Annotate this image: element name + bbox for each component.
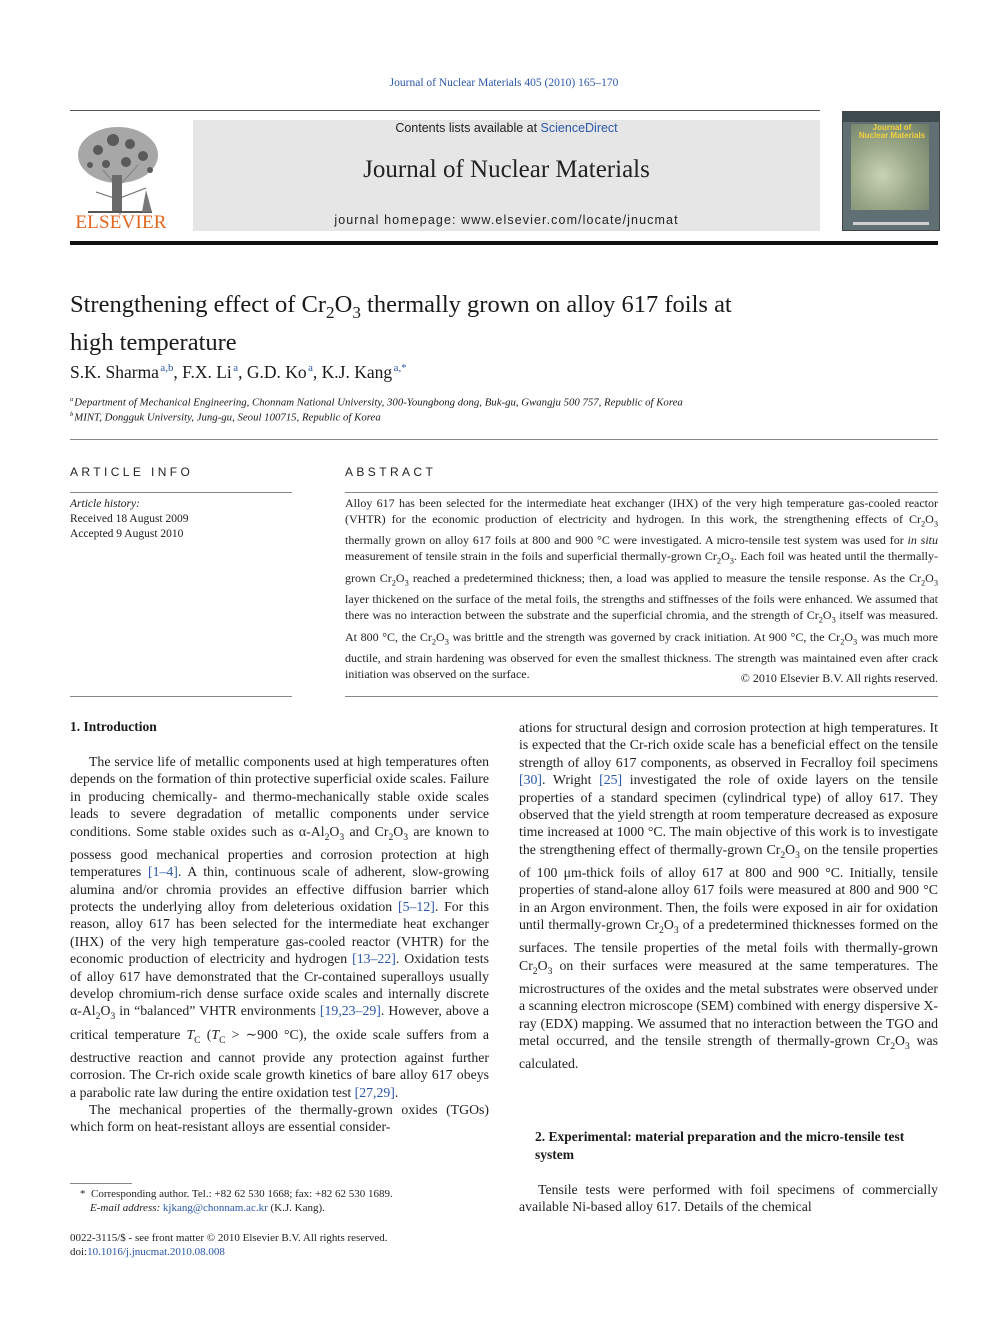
- article-history: [70, 497, 292, 542]
- journal-reference[interactable]: Journal of Nuclear Materials 405 (2010) 165–170: [389, 77, 619, 89]
- abstract-rule: [345, 492, 938, 493]
- affiliation-mark: a: [70, 396, 74, 403]
- affiliation-text: Department of Mechanical Engineering, Chonnam National University, 300-Youngbong dong, Buk-gu, Gwangju 500 757, Republic of Korea: [74, 396, 683, 409]
- email-suffix: (K.J. Kang).: [267, 1202, 325, 1214]
- abstract-bottom-rule: [345, 696, 938, 697]
- asterisk-mark: *: [80, 1188, 86, 1200]
- introduction-body-left: The service life of metallic components used at high temperatures often depends on the formation of thin protective superficial oxide scales. Failure in producing chemically- and thermo-mechanically stable oxide scales leads to severe degradation of metallic components under service conditions. Some stable oxides such as $\alpha-Al_2O_3$ and $Cr_2O_3$ are known to possess good mechanical properties and corrosion protection at high temperatures [1–4]. A thin, continuous scale of adherent, slow-growing alumina and/or chromia provides an effective diffusion barrier which protects the underlying alloy from deleterious oxidation [5–12]. For this reason, alloy 617 has been selected for the intermediate heat exchanger (IHX) of the very high temperature gas-cooled reactor (VHTR) for the economic production of electricity and hydrogen [13–22]. Oxidation tests of alloy 617 have demonstrated that the Cr-contained superalloys usually develop chromium-rich dense surface oxide scales and internally discrete $\alpha-Al_2O_3$ in “balanced” VHTR environments [19,23–29]. However, above a critical temperature $T_C$ ($T_C$ > ∼900 °C), the oxide scale suffers from a destructive reaction and cannot provide any protection against further corrosion. The Cr-rich oxide scale growth kinetics of bare alloy 617 obeys a parabolic rate law during the entire oxidation test [27,29]. The mechanical properties of the thermally-grown oxides (TGOs) which form on heat-resistant alloys are essential consider-: [70, 754, 490, 1135]
- corresponding-author-note: [70, 1187, 489, 1201]
- article-info-bottom-rule: [70, 696, 292, 697]
- title-text: thermally grown on alloy 617 foils at: [360, 291, 732, 318]
- journal-name: Journal of Nuclear Materials: [363, 156, 650, 183]
- copyright-notice: © 2010 Elsevier B.V. All rights reserved.: [740, 671, 938, 685]
- received-date: Received 18 August 2009: [70, 513, 189, 525]
- abstract-heading: ABSTRACT: [345, 465, 437, 479]
- footnote-rule: [70, 1183, 132, 1184]
- contents-line: [193, 121, 820, 135]
- author-name: G.D. Ko: [246, 362, 307, 382]
- email-note: [70, 1201, 489, 1215]
- footnotes: [70, 1187, 489, 1259]
- author-name: K.J. Kang: [321, 362, 393, 382]
- issn-line: 0022-3115/$ - see front matter © 2010 Elsevier B.V. All rights reserved.: [70, 1232, 388, 1244]
- doi-link[interactable]: 10.1016/j.jnucmat.2010.08.008: [87, 1246, 225, 1258]
- abstract-body: Alloy 617 has been selected for the intermediate heat exchanger (IHX) of the very high temperature gas-cooled reactor (VHTR) for the economic production of electricity and hydrogen. In this work, the strengthening effects of $Cr_2O_3$ thermally grown on alloy 617 foils at 800 and 900 °C were investigated. A micro-tensile test system was used for in situ measurement of tensile strain in the foils and superficial thermally-grown $Cr_2O_3$. Each foil was heated until the thermally-grown $Cr_2O_3$ reached a predetermined thickness; then, a load was applied to measure the tensile response. As the $Cr_2O_3$ layer thickened on the surface of the metal foils, the strengths and stiffnesses of the foils were enhanced. We assumed that there was no interaction between the substrate and the superficial chromia, and the strength of $Cr_2O_3$ itself was measured. At 800 °C, the $Cr_2O_3$ was brittle and the strength was governed by crack initiation. At 900 °C, the $Cr_2O_3$ was much more ductile, and strain hardening was observed for even the smallest thickness. The strength was maintained even after crack initiation was observed on the surface.: [345, 496, 938, 681]
- introduction-heading: 1. Introduction: [70, 719, 157, 734]
- article-info-heading: ARTICLE INFO: [70, 465, 194, 479]
- title-line-2: high temperature: [70, 328, 237, 356]
- header-bottom-rule: [70, 241, 938, 245]
- title-subscript: 2: [326, 302, 335, 322]
- title-text: O: [334, 291, 353, 318]
- experimental-heading: 2. Experimental: material preparation and the micro-tensile test system: [535, 1129, 905, 1162]
- header-top-rule: [70, 110, 820, 111]
- introduction-body-right: ations for structural design and corrosion protection at high temperatures. It is expected that the Cr-rich oxide scale has a beneficial effect on the tensile strength of alloy 617 components, as observed in Fecralloy foil specimens [30]. Wright [25] investigated the role of oxide layers on the tensile properties of a standard specimen (cylindrical type) of alloy 617. They observed that the yield strength at room temperature decreased as exposure time increased at 1000 °C. The main objective of this work is to investigate the strengthening effect of thermally-grown $Cr_2O_3$ on the tensile properties of 100 μm-thick foils of alloy 617 at 800 and 900 °C. Initially, tensile properties of stand-alone alloy 617 foils were measured at 800 and 900 °C in an Argon environment. Then, the foils were exposed in air for oxidation until thermally-grown $Cr_2O_3$ of a predetermined thicknesses formed on the surfaces. The tensile properties of the metal foils with thermally-grown $Cr_2O_3$ on their surfaces were measured at the same temperatures. The microstructures of the oxides and the metal substrates were observed under a scanning electron microscope (SEM) combined with energy dispersive X-ray (EDX) mapping. We assumed that no interaction between the TGO and metal occurred, and the tensile strength of thermally-grown $Cr_2O_3$ was calculated.: [519, 720, 939, 1072]
- affiliation-text: MINT, Dongguk University, Jung-gu, Seoul 100715, Republic of Korea: [74, 411, 381, 424]
- author-affiliation-mark[interactable]: a,b: [160, 362, 174, 375]
- cover-band: [843, 112, 939, 122]
- title-text: Strengthening effect of Cr: [70, 291, 327, 318]
- author-affiliation-mark[interactable]: a: [308, 362, 313, 375]
- author-name: F.X. Li: [182, 362, 232, 382]
- email-link[interactable]: kjkang@chonnam.ac.kr: [162, 1202, 268, 1214]
- article-info-rule: [70, 492, 292, 493]
- accepted-date: Accepted 9 August 2010: [70, 528, 184, 540]
- sciencedirect-link[interactable]: ScienceDirect: [540, 121, 618, 135]
- author-list: S.K. Sharma $^{a,b}$, F.X. Li $^a$, G.D. Ko $^a$, K.J. Kang $^{a,*}$: [70, 362, 407, 382]
- title-line-1: [70, 290, 870, 328]
- email-label: E-mail address:: [90, 1202, 161, 1214]
- experimental-body: Tensile tests were performed with foil specimens of commercially available Ni-based alloy 617. Details of the chemical: [519, 1182, 938, 1215]
- cover-title: [853, 124, 931, 140]
- title-subscript: 3: [352, 302, 361, 322]
- publisher-wordmark: ELSEVIER: [75, 212, 167, 233]
- affiliation-rule: [70, 439, 938, 440]
- doi-line: [70, 1245, 489, 1259]
- doi-label: doi:: [70, 1246, 88, 1258]
- journal-cover-thumbnail: [842, 111, 940, 231]
- article-title: [70, 290, 870, 358]
- author-affiliation-mark[interactable]: a: [233, 362, 239, 375]
- author-name: S.K. Sharma: [70, 362, 159, 382]
- affiliation-b: [70, 411, 940, 424]
- cover-title-line1: Journal of: [872, 123, 912, 132]
- journal-homepage[interactable]: journal homepage: www.elsevier.com/locate/jnucmat: [334, 213, 679, 227]
- corresponding-text: Corresponding author. Tel.: +82 62 530 1668; fax: +82 62 530 1689.: [91, 1188, 393, 1200]
- author-affiliation-mark[interactable]: a,*: [393, 362, 407, 375]
- contents-prefix: Contents lists available at: [395, 121, 541, 135]
- history-label: Article history:: [70, 498, 140, 510]
- affiliation-a: [70, 396, 940, 409]
- cover-title-line2: Nuclear Materials: [858, 131, 926, 140]
- cover-footer-bar: [853, 222, 929, 225]
- affiliation-mark: b: [70, 411, 74, 418]
